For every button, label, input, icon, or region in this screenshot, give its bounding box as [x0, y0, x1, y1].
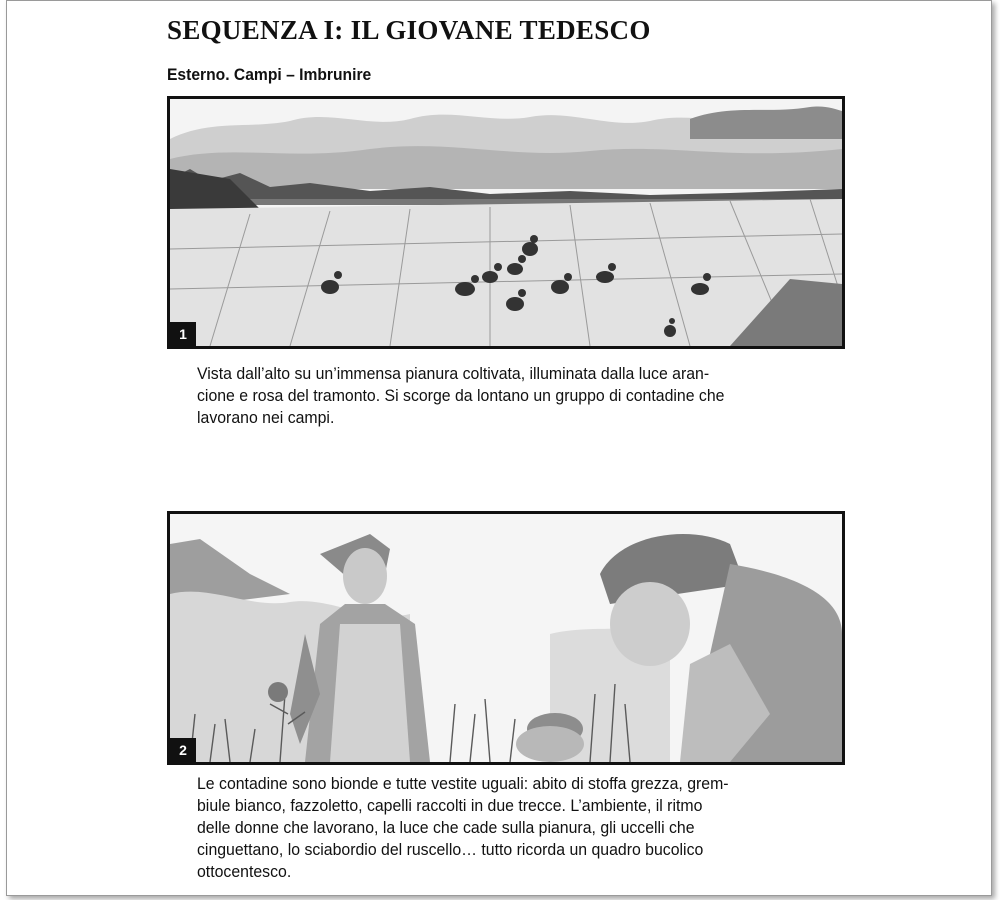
panel-2-sketch	[170, 514, 842, 762]
caption-line: cinguettano, lo sciabordio del ruscello… tutto ricorda un quadro bucolico	[197, 841, 704, 859]
panel-1-sketch	[170, 99, 842, 346]
panel-2-caption	[197, 773, 802, 883]
page-title: SEQUENZA I: IL GIOVANE TEDESCO	[167, 15, 651, 45]
caption-line: ottocentesco.	[197, 863, 292, 881]
panel-number-badge: 1	[170, 322, 196, 346]
scene-heading: Esterno. Campi – Imbrunire	[167, 65, 372, 84]
caption-line: biule bianco, fazzoletto, capelli raccolti in due trecce. L’ambiente, il ritmo	[197, 797, 703, 815]
panel-1-caption	[197, 363, 802, 429]
storyboard-panel-2	[167, 511, 845, 765]
caption-line: Le contadine sono bionde e tutte vestite uguali: abito di stoffa grezza, grem-	[197, 775, 729, 793]
storyboard-panel-1	[167, 96, 845, 349]
caption-line: delle donne che lavorano, la luce che cade sulla pianura, gli uccelli che	[197, 819, 695, 837]
caption-line: Vista dall’alto su un’immensa pianura coltivata, illuminata dalla luce aran-	[197, 365, 710, 383]
caption-line: cione e rosa del tramonto. Si scorge da lontano un gruppo di contadine che	[197, 387, 725, 405]
panel-number-badge: 2	[170, 738, 196, 762]
document-page	[6, 0, 992, 896]
caption-line: lavorano nei campi.	[197, 409, 335, 427]
